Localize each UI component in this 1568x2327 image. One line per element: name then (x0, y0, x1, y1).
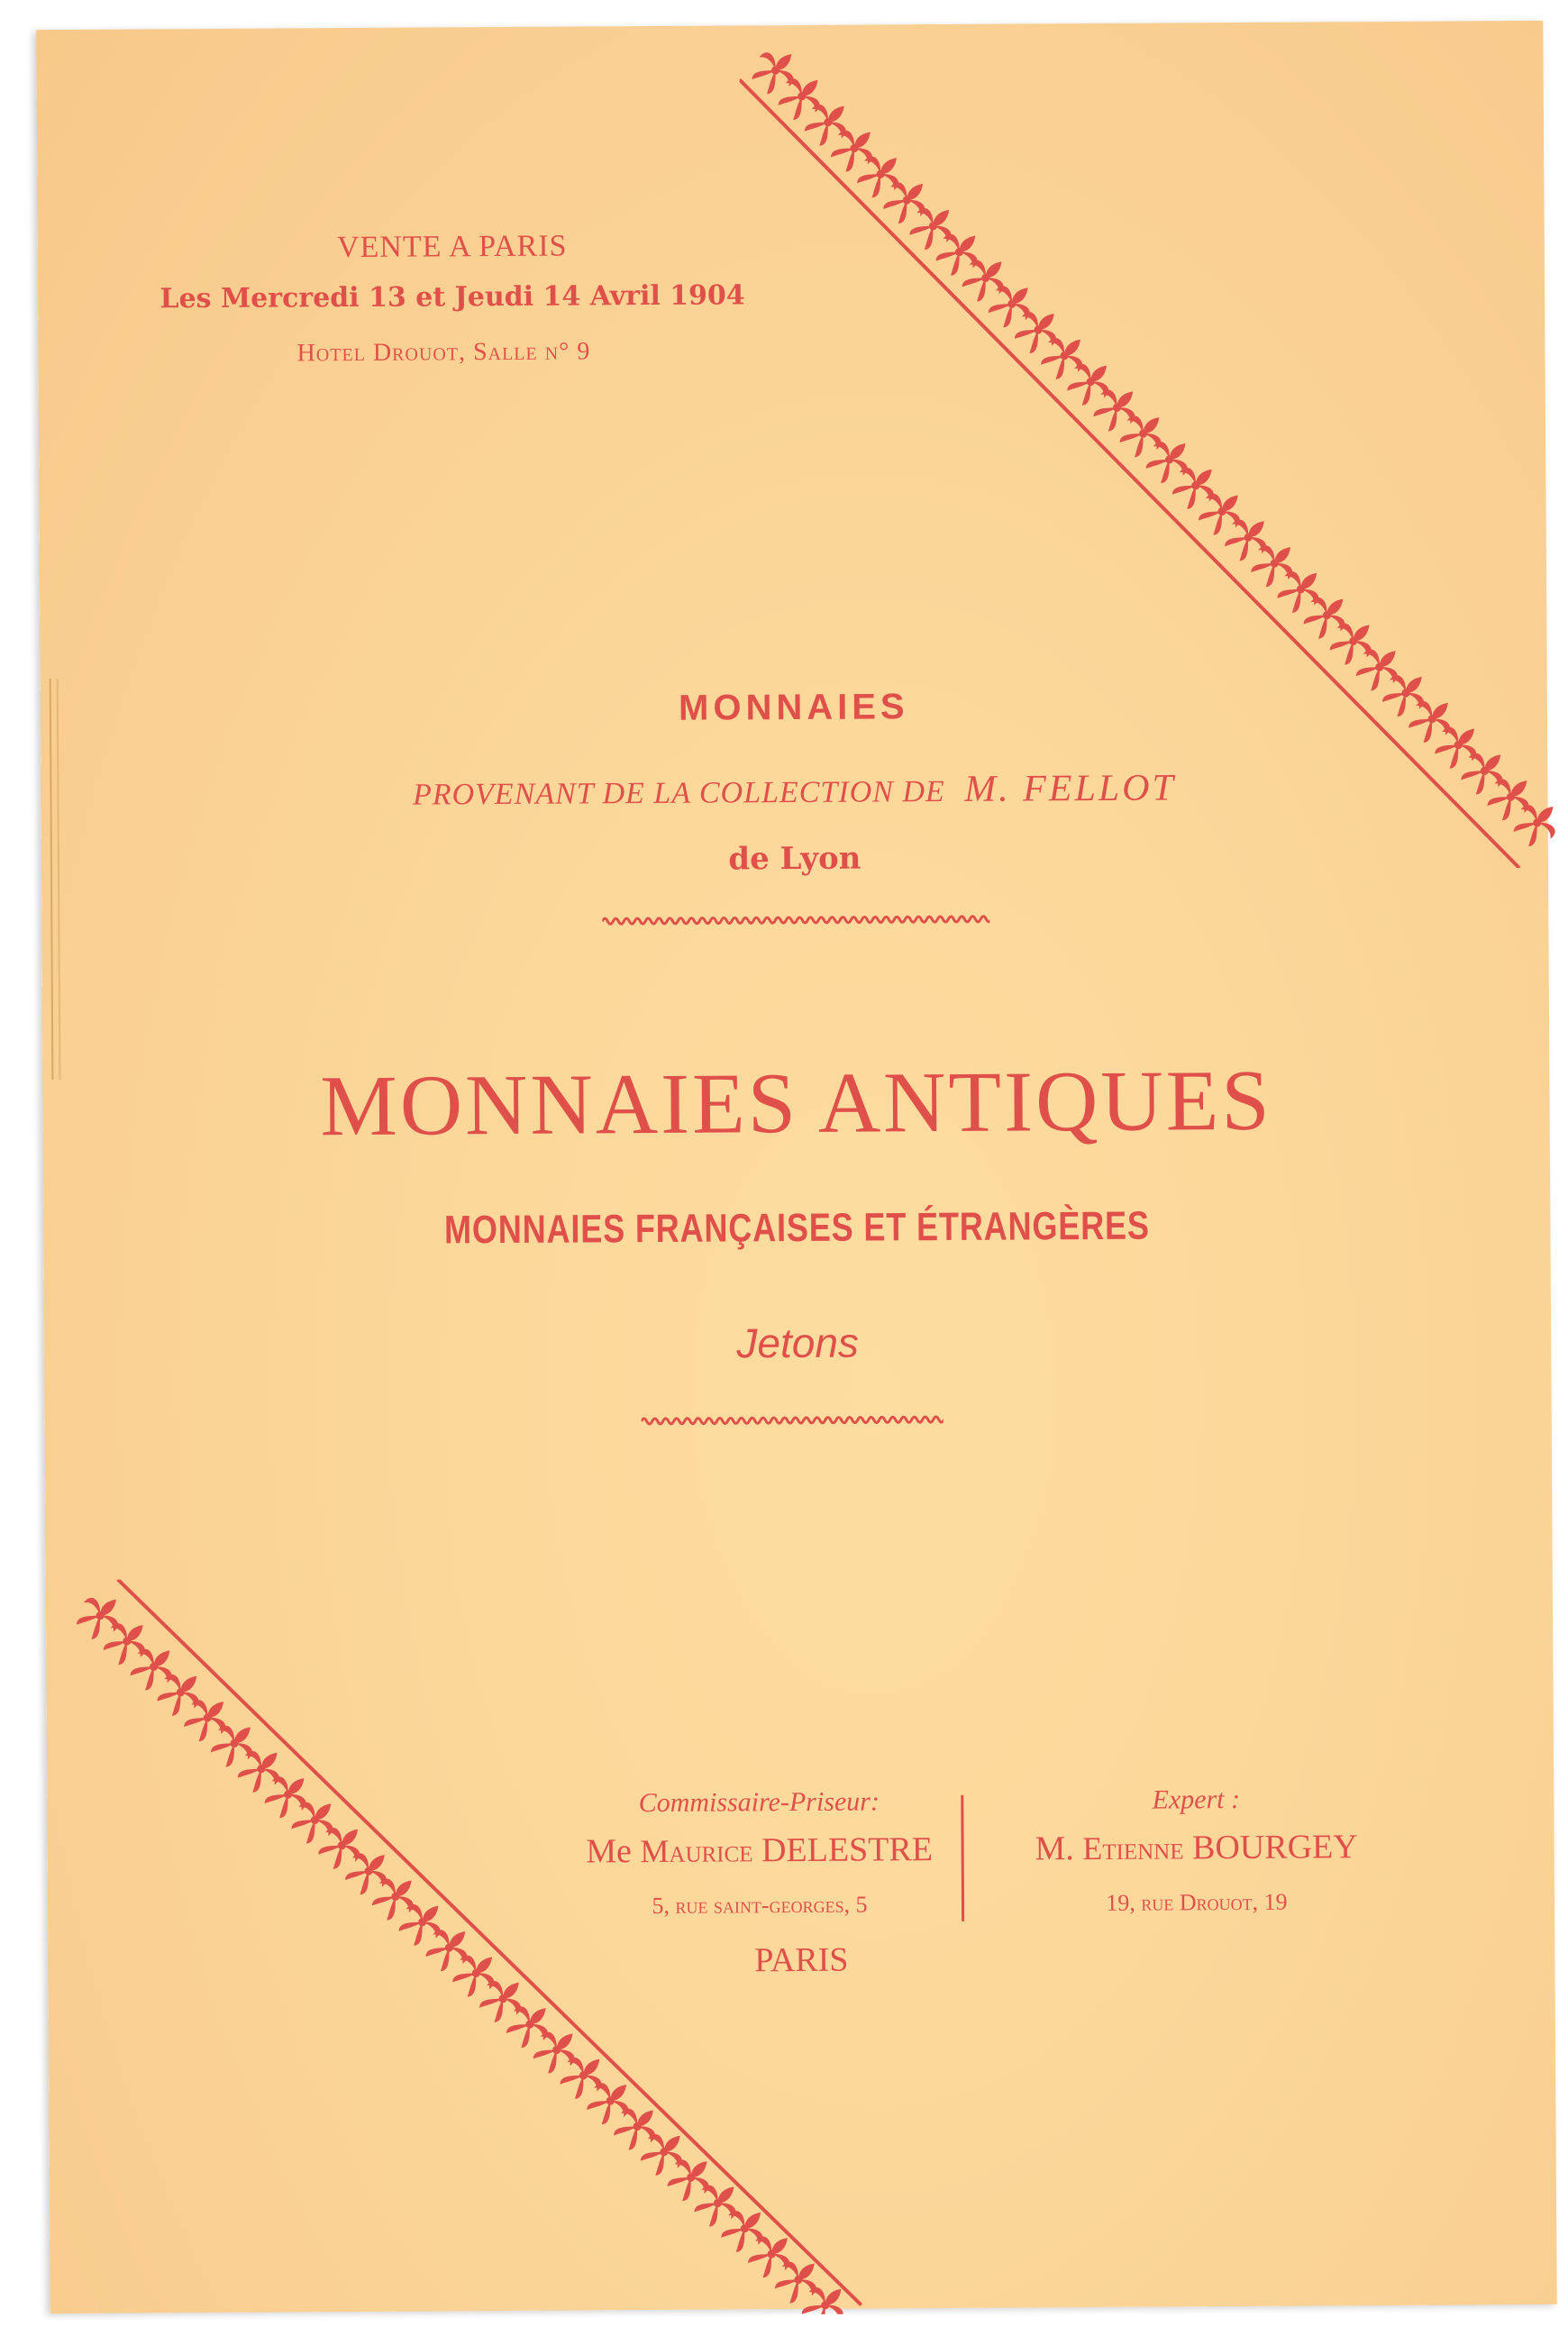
kicker-heading: MONNAIES (678, 687, 909, 728)
sale-location-heading: VENTE A PARIS (336, 229, 568, 265)
tertiary-title: Jetons (736, 1319, 860, 1367)
expert-given-name: Etienne (1082, 1830, 1184, 1867)
expert-surname: BOURGEY (1191, 1828, 1358, 1867)
main-title: MONNAIES ANTIQUES (320, 1051, 1273, 1154)
sale-venue: Hotel Drouot, Salle n° 9 (296, 337, 591, 368)
auctioneer-given-name: Maurice (640, 1832, 753, 1870)
expert-prefix: M. (1035, 1830, 1074, 1868)
auctioneer-name (552, 1830, 967, 1888)
catalogue-cover-page (36, 21, 1556, 2313)
provenance-text: PROVENANT DE LA COLLECTION DE (412, 774, 945, 812)
auctioneer-surname: DELESTRE (761, 1830, 934, 1870)
expert-name (989, 1827, 1403, 1885)
expert-address: 19, rue Drouot, 19 (1106, 1888, 1288, 1916)
auctioneer-prefix: Me (586, 1832, 633, 1871)
auctioneer-address: 5, rue saint-georges, 5 (652, 1891, 868, 1919)
sale-dates: Les Mercredi 13 et Jeudi 14 Avril 1904 (160, 279, 745, 315)
expert-block (989, 1784, 1404, 1927)
publication-city: PARIS (754, 1940, 849, 1980)
provenance-line (41, 764, 1547, 817)
subtitle: MONNAIES FRANÇAISES ET ÉTRANGÈRES (443, 1203, 1150, 1253)
expert-role: Expert : (1152, 1784, 1241, 1815)
fleur-de-lis-band-top-icon (739, 39, 1555, 872)
collector-city: de Lyon (728, 840, 861, 878)
wavy-rule-2-icon (642, 1412, 944, 1428)
auctioneer-role: Commissaire-Priseur: (638, 1786, 880, 1819)
auctioneer-block (552, 1786, 967, 1930)
collector-name: M. FELLOT (964, 767, 1177, 810)
wavy-rule-1-icon (602, 912, 989, 929)
